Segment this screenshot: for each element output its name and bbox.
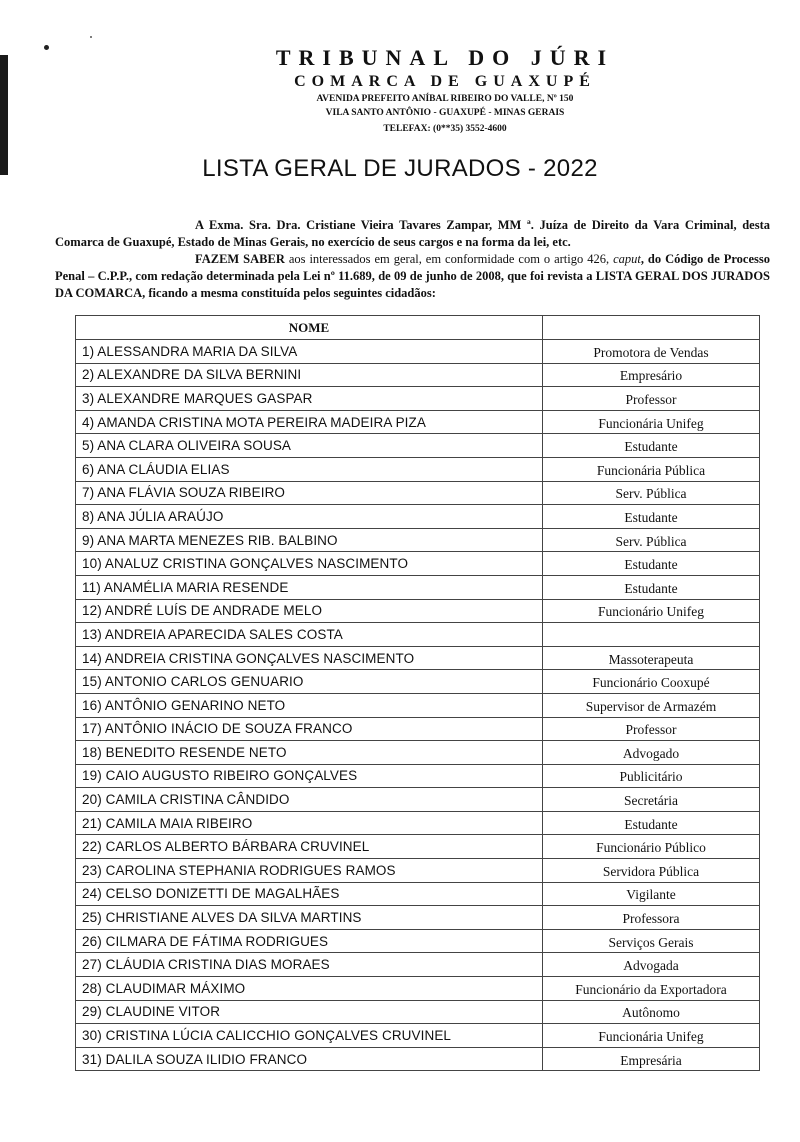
juror-occupation: Estudante [543, 434, 760, 458]
juror-name: 3) ALEXANDRE MARQUES GASPAR [76, 387, 543, 411]
table-row [76, 835, 760, 859]
juror-name: 14) ANDREIA CRISTINA GONÇALVES NASCIMENTO [76, 646, 543, 670]
juror-name: 11) ANAMÉLIA MARIA RESENDE [76, 575, 543, 599]
telefax-line: TELEFAX: (0**35) 3552-4600 [383, 124, 507, 134]
juror-occupation: Funcionário Público [543, 835, 760, 859]
table-row [76, 929, 760, 953]
table-row [76, 811, 760, 835]
juror-name: 12) ANDRÉ LUÍS DE ANDRADE MELO [76, 599, 543, 623]
court-name: TRIBUNAL DO JÚRI [275, 45, 615, 70]
address-line-1: AVENIDA PREFEITO ANÍBAL RIBEIRO DO VALLE, Nº 150 [316, 94, 574, 104]
juror-name: 23) CAROLINA STEPHANIA RODRIGUES RAMOS [76, 859, 543, 883]
juror-occupation: Serv. Pública [543, 481, 760, 505]
table-row [76, 599, 760, 623]
jurors-table [75, 315, 760, 1071]
address-line-2: VILA SANTO ANTÔNIO - GUAXUPÉ - MINAS GERAIS [325, 108, 565, 118]
juror-occupation: Funcionário Unifeg [543, 599, 760, 623]
document-title: LISTA GERAL DE JURADOS - 2022 [202, 155, 598, 182]
intro-text-part1: aos interessados em geral, em conformidade com o artigo 426, [284, 252, 614, 266]
table-row [76, 859, 760, 883]
table-row [76, 457, 760, 481]
header-occupation [543, 316, 760, 340]
juror-name: 31) DALILA SOUZA ILIDIO FRANCO [76, 1047, 543, 1071]
juror-occupation: Vigilante [543, 882, 760, 906]
juror-name: 15) ANTONIO CARLOS GENUARIO [76, 670, 543, 694]
juror-occupation: Promotora de Vendas [543, 340, 760, 364]
table-row [76, 387, 760, 411]
juror-occupation: Advogada [543, 953, 760, 977]
table-header-row [76, 316, 760, 340]
juror-name: 30) CRISTINA LÚCIA CALICCHIO GONÇALVES CRUVINEL [76, 1024, 543, 1048]
intro-text [55, 217, 770, 302]
table-row [76, 670, 760, 694]
juror-name: 20) CAMILA CRISTINA CÂNDIDO [76, 788, 543, 812]
header-name: NOME [76, 316, 543, 340]
table-row [76, 623, 760, 647]
juror-name: 9) ANA MARTA MENEZES RIB. BALBINO [76, 528, 543, 552]
juror-occupation: Serv. Pública [543, 528, 760, 552]
juror-occupation: Professor [543, 717, 760, 741]
table-row [76, 646, 760, 670]
juror-name: 4) AMANDA CRISTINA MOTA PEREIRA MADEIRA PIZA [76, 410, 543, 434]
juror-occupation: Autônomo [543, 1000, 760, 1024]
comarca-name: COMARCA DE GUAXUPÉ [294, 73, 596, 90]
table-row [76, 977, 760, 1001]
table-row [76, 1047, 760, 1071]
juror-occupation [543, 623, 760, 647]
intro-paragraph-1 [55, 217, 770, 251]
juror-occupation: Funcionária Unifeg [543, 410, 760, 434]
intro-lead-text: A Exma. Sra. Dra. Cristiane Vieira Tavares Zampar, MM ª. Juíza de Direito da Vara Criminal, desta Comarca de Guaxupé, Estado de Minas Gerais, no exercício de seus cargos e na forma da lei, etc. [55, 218, 770, 249]
fazem-saber: FAZEM SABER [195, 252, 285, 266]
juror-occupation: Empresário [543, 363, 760, 387]
juror-name: 17) ANTÔNIO INÁCIO DE SOUZA FRANCO [76, 717, 543, 741]
juror-name: 27) CLÁUDIA CRISTINA DIAS MORAES [76, 953, 543, 977]
table-row [76, 882, 760, 906]
juror-occupation: Funcionário Cooxupé [543, 670, 760, 694]
table-row [76, 953, 760, 977]
juror-occupation: Empresária [543, 1047, 760, 1071]
juror-occupation: Supervisor de Armazém [543, 693, 760, 717]
juror-occupation: Funcionária Unifeg [543, 1024, 760, 1048]
juror-occupation: Advogado [543, 741, 760, 765]
table-row [76, 741, 760, 765]
juror-occupation: Funcionária Pública [543, 457, 760, 481]
juror-name: 10) ANALUZ CRISTINA GONÇALVES NASCIMENTO [76, 552, 543, 576]
table-row [76, 481, 760, 505]
intro-text-part2: , do Código de Processo Penal – C.P.P., com redação determinada pela Lei nº 11.689, de 09 de junho de 2008, que foi revista a LISTA GERAL DOS JURADOS DA COMARCA, ficando a mesma constituída pelos seguintes cidadãos: [55, 252, 770, 300]
intro-paragraph-2 [55, 251, 770, 302]
juror-name: 7) ANA FLÁVIA SOUZA RIBEIRO [76, 481, 543, 505]
juror-occupation: Estudante [543, 552, 760, 576]
table-row [76, 906, 760, 930]
juror-name: 2) ALEXANDRE DA SILVA BERNINI [76, 363, 543, 387]
letterhead [0, 44, 800, 136]
table-row [76, 528, 760, 552]
juror-name: 13) ANDREIA APARECIDA SALES COSTA [76, 623, 543, 647]
table-row [76, 340, 760, 364]
juror-occupation: Secretária [543, 788, 760, 812]
table-row [76, 717, 760, 741]
juror-name: 25) CHRISTIANE ALVES DA SILVA MARTINS [76, 906, 543, 930]
caput-italic: caput [613, 252, 641, 266]
table-row [76, 552, 760, 576]
juror-occupation: Publicitário [543, 764, 760, 788]
table-row [76, 575, 760, 599]
table-row [76, 693, 760, 717]
table-row [76, 434, 760, 458]
table-row [76, 1024, 760, 1048]
table-row [76, 788, 760, 812]
juror-name: 24) CELSO DONIZETTI DE MAGALHÃES [76, 882, 543, 906]
table-body [76, 340, 760, 1071]
juror-name: 26) CILMARA DE FÁTIMA RODRIGUES [76, 929, 543, 953]
juror-occupation: Estudante [543, 505, 760, 529]
scan-speck-small [90, 36, 92, 38]
table-row [76, 505, 760, 529]
juror-name: 8) ANA JÚLIA ARAÚJO [76, 505, 543, 529]
juror-name: 22) CARLOS ALBERTO BÁRBARA CRUVINEL [76, 835, 543, 859]
juror-name: 6) ANA CLÁUDIA ELIAS [76, 457, 543, 481]
juror-name: 1) ALESSANDRA MARIA DA SILVA [76, 340, 543, 364]
juror-name: 16) ANTÔNIO GENARINO NETO [76, 693, 543, 717]
juror-occupation: Servidora Pública [543, 859, 760, 883]
juror-occupation: Serviços Gerais [543, 929, 760, 953]
table-row [76, 410, 760, 434]
juror-name: 5) ANA CLARA OLIVEIRA SOUSA [76, 434, 543, 458]
juror-occupation: Estudante [543, 575, 760, 599]
table-row [76, 1000, 760, 1024]
juror-occupation: Professora [543, 906, 760, 930]
juror-occupation: Funcionário da Exportadora [543, 977, 760, 1001]
juror-occupation: Professor [543, 387, 760, 411]
juror-name: 28) CLAUDIMAR MÁXIMO [76, 977, 543, 1001]
juror-name: 18) BENEDITO RESENDE NETO [76, 741, 543, 765]
juror-occupation: Estudante [543, 811, 760, 835]
table-row [76, 363, 760, 387]
table-row [76, 764, 760, 788]
juror-name: 19) CAIO AUGUSTO RIBEIRO GONÇALVES [76, 764, 543, 788]
juror-occupation: Massoterapeuta [543, 646, 760, 670]
juror-name: 29) CLAUDINE VITOR [76, 1000, 543, 1024]
juror-name: 21) CAMILA MAIA RIBEIRO [76, 811, 543, 835]
